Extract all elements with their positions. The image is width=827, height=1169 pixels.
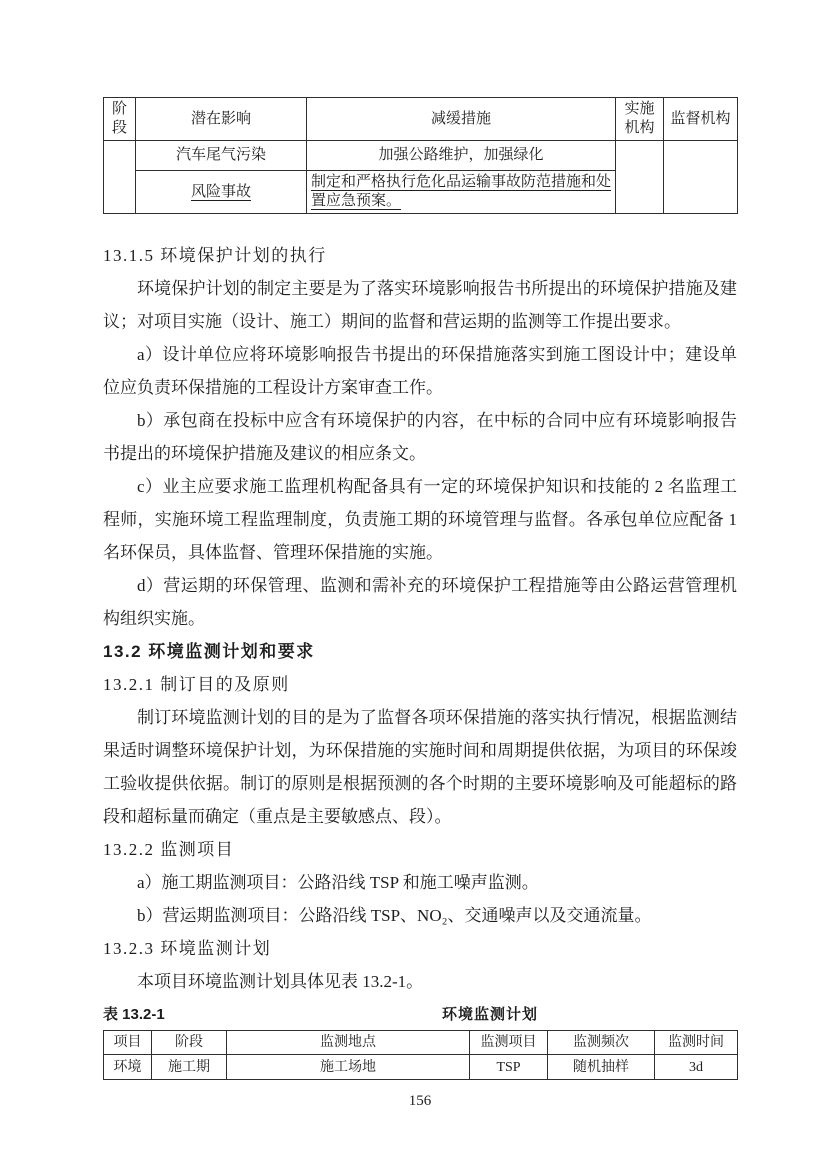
- column-header-supervising-agency: 监督机构: [664, 98, 738, 141]
- cell-item: 环境: [104, 1055, 152, 1080]
- cell-time: 3d: [655, 1055, 738, 1080]
- column-header-monitoring-location: 监测地点: [227, 1031, 470, 1055]
- column-header-mitigation-measure: 减缓措施: [307, 98, 616, 141]
- list-item-construction-monitoring: a）施工期监测项目：公路沿线 TSP 和施工噪声监测。: [137, 873, 539, 892]
- paragraph-monitoring-purpose: 制订环境监测计划的目的是为了监督各项环保措施的落实执行情况，根据监测结果适时调整环境保护计划，为环保措施的实施时间和周期提供依据，为项目的环保竣工验收提供依据。制订的原则是根据预测的各个时期的主要环境影响及可能超标的路段和超标量而确定（重点是主要敏感点、段）。: [103, 708, 737, 826]
- cell-frequency: 随机抽样: [548, 1055, 655, 1080]
- column-header-monitoring-frequency: 监测频次: [548, 1031, 655, 1055]
- cell-stage: 施工期: [152, 1055, 227, 1080]
- column-header-potential-impact: 潜在影响: [136, 98, 307, 141]
- list-item-operation-monitoring: b）营运期监测项目：公路沿线 TSP、NO₂、交通噪声以及交通流量。: [137, 906, 652, 925]
- list-item-c: c）业主应要求施工监理机构配备具有一定的环境保护知识和技能的 2 名监理工程师，实施环境工程监理制度，负责施工期的环境管理与监督。各承包单位应配备 1 名环保员，具体监督、管理环保措施的实施。: [103, 477, 737, 562]
- column-header-monitoring-time: 监测时间: [655, 1031, 738, 1055]
- cell-impact: 汽车尾气污染: [136, 141, 307, 171]
- table-caption-label: 表 13.2-1: [103, 1006, 165, 1023]
- table-row: [104, 141, 738, 171]
- list-item-a: a）设计单位应将环境影响报告书提出的环保措施落实到施工图设计中；建设单位应负责环保措施的工程设计方案审查工作。: [103, 345, 737, 397]
- cell-impact: 风险事故: [136, 171, 307, 214]
- monitoring-plan-table: [103, 1030, 738, 1080]
- column-header-item: 项目: [104, 1031, 152, 1055]
- column-header-stage: 阶段: [152, 1031, 227, 1055]
- section-heading-13-2-1: 13.2.1 制订目的及原则: [103, 675, 290, 694]
- column-header-monitoring-item: 监测项目: [470, 1031, 548, 1055]
- section-heading-13-1-5: 13.1.5 环境保护计划的执行: [103, 246, 327, 265]
- section-heading-13-2: 13.2 环境监测计划和要求: [103, 642, 315, 661]
- cell-supervising-empty: [664, 141, 738, 214]
- cell-monitoring-item: TSP: [470, 1055, 548, 1080]
- cell-location: 施工场地: [227, 1055, 470, 1080]
- column-header-stage: 阶段: [104, 98, 136, 141]
- page-number: 156: [408, 1093, 432, 1109]
- cell-measure: 加强公路维护，加强绿化: [307, 141, 616, 171]
- paragraph-see-table: 本项目环境监测计划具体见表 13.2-1。: [137, 972, 424, 991]
- list-item-b: b）承包商在投标中应含有环境保护的内容，在中标的合同中应有环境影响报告书提出的环境保护措施及建议的相应条文。: [103, 411, 737, 463]
- table-header-row: [104, 98, 738, 141]
- cell-stage-empty: [104, 141, 136, 214]
- section-heading-13-2-3: 13.2.3 环境监测计划: [103, 939, 272, 958]
- section-heading-13-2-2: 13.2.2 监测项目: [103, 840, 235, 859]
- mitigation-measures-table: [103, 97, 738, 214]
- cell-implementing-empty: [616, 141, 664, 214]
- table-caption: [103, 1000, 737, 1030]
- table-row: [104, 1055, 738, 1080]
- list-item-d: d）营运期的环保管理、监测和需补充的环境保护工程措施等由公路运营管理机构组织实施。: [103, 576, 737, 628]
- cell-measure: 制定和严格执行危化品运输事故防范措施和处置应急预案。: [307, 171, 616, 214]
- table-header-row: [104, 1031, 738, 1055]
- column-header-implementing-agency: 实施机构: [616, 98, 664, 141]
- page-content: [103, 0, 737, 1080]
- table-caption-title: 环境监测计划: [441, 1006, 538, 1023]
- paragraph-plan-execution: 环境保护计划的制定主要是为了落实环境影响报告书所提出的环境保护措施及建议；对项目实施（设计、施工）期间的监督和营运期的监测等工作提出要求。: [103, 279, 737, 331]
